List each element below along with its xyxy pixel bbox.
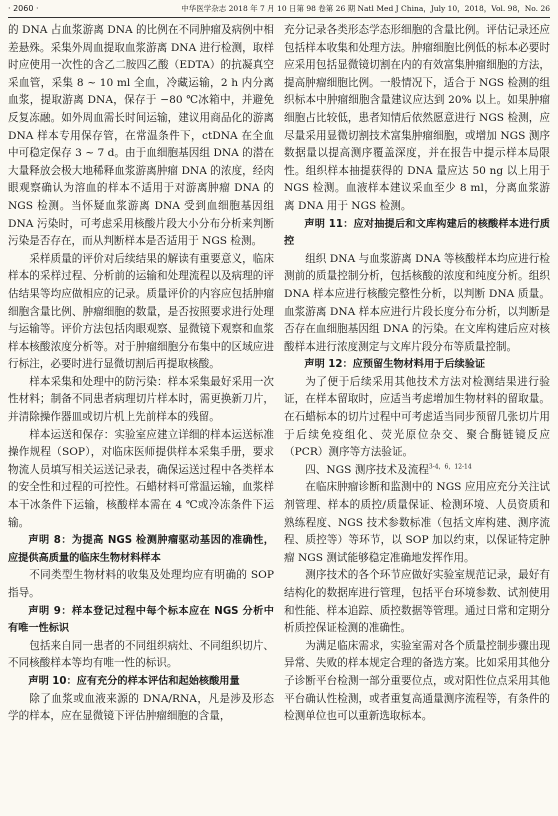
paragraph: 的 DNA 占血浆游离 DNA 的比例在不同肿瘤及病例中相差悬殊。采集外周血提取血浆游离 DNA 进行检测，取样时应使用一次性的含乙二胺四乙酸（EDTA）的抗凝真空采血管，采集 8 ~ 10 ml 全血，冷藏运输，2 h 内分离血浆，提取游离 DNA，保存于 −80 ℃冰箱中，并避免反复冻融。如外周血需长时间运输，建议用商品化的游离 DNA 样本专用保存管，在常温条件下，ctDNA 在全血中可稳定保存 3 ~ 7 d。由于血细胞基因组 DNA 的潜在大量释放会极大地稀释血浆游离肿瘤 DNA 的浓度，经肉眼观察确认为溶血的样本不适用于对游离肿瘤 DNA 的 NGS 检测。当怀疑血浆游离 DNA 受到血细胞基因组 DNA 污染时，可考虑采用核酸片段大小分布分析来判断污染是否存在，而从判断样本是否适用于 NGS 检测。 [8, 24, 274, 248]
statement-8-heading: 声明 8：为提高 NGS 检测肿瘤驱动基因的准确性，应提供高质量的临床生物材料样本 [8, 535, 274, 564]
paragraph: 样本采集和处理中的防污染：样本采集最好采用一次性材料；制备不同患者病理切片样本时，需更换新刀片，并清除操作器皿或切片机上先前样本的残留。 [8, 375, 274, 424]
running-header [8, 2, 550, 16]
paragraph: 采样质量的评价对后续结果的解读有重要意义，临床样本的采样过程、分析前的运输和处理流程以及病理的评估结果等均应做相应的记录。质量评价的内容应包括肿瘤细胞含量比例、肿瘤细胞的数量，是否按照要求进行处理与运输等。评价方法包括肉眼观察、显微镜下观察和血浆样本核酸浓度分析等。对于肿瘤细胞分布集中的区域应进行标注，必要时进行显微切割后再提取核酸。 [8, 252, 274, 371]
paragraph: 测序技术的各个环节应做好实验室规范记录，最好有结构化的数据库进行管理，包括平台环境参数、试剂使用和性能、样本追踪、质控数据等管理。通过日常和定期分析质控保证检测的准确性。 [284, 569, 550, 635]
statement-10-heading: 声明 10：应有充分的样本评估和起始核酸用量 [28, 675, 240, 687]
section-4-references: 3-4，6，12-14 [428, 463, 472, 471]
paragraph: 样本运送和保存：实验室应建立详细的样本运送标准操作规程（SOP），对临床医师提供样本采集手册，要求物流人员填写相关运送记录表，确保运送过程中各类样本的安全性和过程的可控性。石蜡材料可常温运输，血浆样本干冰条件下运输，核酸样本需在 4 ℃或冷冻条件下运输。 [8, 428, 274, 529]
statement-11-heading: 声明 11：应对抽提后和文库构建后的核酸样本进行质控 [284, 218, 550, 248]
section-4-heading [284, 462, 550, 480]
paragraph: 组织 DNA 与血浆游离 DNA 等核酸样本均应进行检测前的质量控制分析，包括核酸的浓度和纯度分析。组织 DNA 样本应进行核酸完整性分析，以判断 DNA 质量。血浆游离 DNA 样本应进行片段长度分布分析，以判断是否存在血细胞基因组 DNA 的污染。在文库构建后应对核酸样本进行浓度测定与文库片段分布等质量控制。 [284, 252, 550, 353]
paragraph: 在临床肿瘤诊断和监测中的 NGS 应用应充分关注试剂管理、样本的质控/质量保证、检测环境、人员资质和熟练程度、NGS 技术参数标准（包括文库构建、测序流程、质控等）等环节，以 SOP 加以约束，以保证特定肿瘤 NGS 测试能够稳定准确地发挥作用。 [284, 481, 550, 564]
statement-9-heading: 声明 9：样本登记过程中每个标本应在 NGS 分析中有唯一性标识 [8, 605, 274, 635]
paragraph: 为了便于后续采用其他技术方法对检测结果进行验证，在样本留取时，应适当考虑增加生物材料的留取量。在石蜡标本的切片过程中可考虑适当同步预留几张切片用于后续免疫组化、荧光原位杂交、聚合酶链镜反应（PCR）测序等方法验证。 [284, 375, 550, 459]
left-column [8, 22, 274, 814]
header-rule [8, 17, 550, 18]
paragraph: 不同类型生物材料的收集及处理均应有明确的 SOP 指导。 [8, 569, 274, 599]
paragraph: 除了血浆或血液来源的 DNA/RNA，凡是涉及形态学的样本，应在显微镜下评估肿瘤细胞的含量， [8, 692, 274, 723]
paragraph: 包括来自同一患者的不同组织病灶、不同组织切片、不同核酸样本等均有唯一性的标识。 [8, 639, 274, 670]
right-column [284, 22, 550, 814]
statement-12-heading: 声明 12：应预留生物材料用于后续验证 [304, 359, 486, 371]
page-number: · 2060 · [8, 4, 39, 13]
section-4-title: 四、NGS 测序技术及流程 [305, 463, 429, 476]
paragraph: 为满足临床需求，实验室需对各个质量控制步骤出现异常、失败的样本规定合理的备选方案。比如采用其他分子诊断平台检测一部分重要位点，或对阳性位点采用其他平台确认性检测，或者重复高通量测序流程等，有条件的检测单位也可以重新选取标本。 [284, 639, 550, 723]
paragraph: 充分记录各类形态学态形细胞的含量比例。评估记录还应包括样本收集和处理方法。肿瘤细胞比例低的标本必要时应采用包括显微镜切割在内的有效富集肿瘤细胞的方法，提高肿瘤细胞比例。一般情况下，适合于 NGS 检测的组织标本中肿瘤细胞含量建议应达到 20% 以上。如果肿瘤细胞占比较低，患者知情后依然愿意进行 NGS 检测，应尽量采用显微切割技术富集肿瘤细胞，或增加 NGS 测序数据量以提高测序覆盖深度，并在报告中提示样本局限性。组织样本抽提获得的 DNA 量应达 50 ng 以上用于 NGS 检测。血液样本建议采血至少 8 ml，分离血浆游离 DNA 用于 NGS 检测。 [284, 24, 550, 212]
journal-info: 中华医学杂志 2018 年 7 月 10 日第 98 卷第 26 期 Natl Med J China，July 10，2018，Vol. 98，No. 26 [181, 4, 550, 13]
